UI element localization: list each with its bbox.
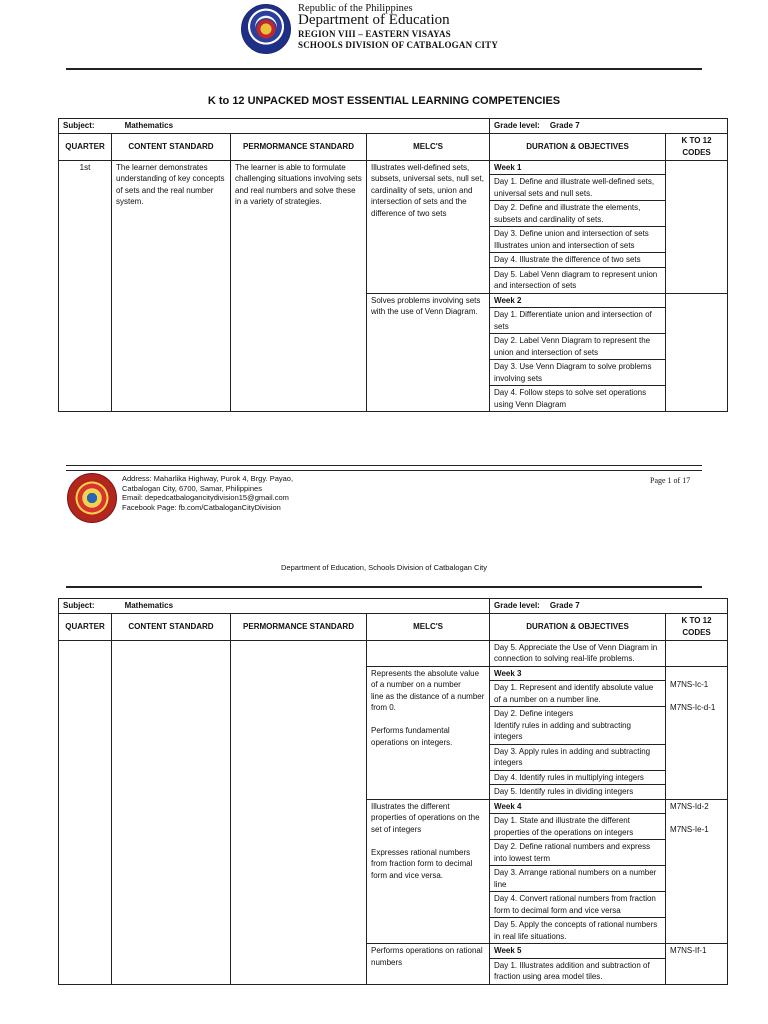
header-republic: Republic of the Philippines: [298, 3, 413, 14]
col-quarter: QUARTER: [59, 133, 112, 160]
objectives-cell: [490, 666, 666, 799]
footer-city: Catbalogan City, 6700, Samar, Philippines: [122, 483, 262, 493]
header-department: Department of Education: [298, 12, 450, 28]
codes-cell: [666, 293, 728, 412]
objective-item: Day 1. Differentiate union and intersection of sets: [490, 308, 665, 334]
objective-item: Day 1. Represent and identify absolute value of a number on a number line.: [490, 681, 665, 707]
objective-item: Day 1. Illustrates addition and subtraction of fraction using area model tiles.: [494, 960, 650, 981]
week-label: Week 1: [490, 161, 665, 176]
col-melcs: MELC'S: [367, 613, 490, 640]
objective-item: Day 3. Apply rules in adding and subtracting integers: [490, 745, 665, 771]
melc-cell: Illustrates the different properties of operations on the set of integers Expresses rational numbers from fraction form to decimal form and vice versa.: [367, 799, 490, 944]
week-label: Week 3: [490, 667, 665, 682]
subject-value: Mathematics: [124, 601, 174, 610]
col-performance-standard: PERMORMANCE STANDARD: [231, 613, 367, 640]
col-content-standard: CONTENT STANDARD: [112, 613, 231, 640]
subject-row: [59, 599, 728, 614]
footer-rule-bottom: [66, 470, 702, 471]
objective-item: Day 5. Identify rules in dividing integers: [494, 787, 634, 796]
objective-item: Day 2. Label Venn Diagram to represent the union and intersection of sets: [490, 334, 665, 360]
column-header-row: [59, 133, 728, 160]
objectives-cell: [490, 160, 666, 293]
week-label: Week 4: [490, 800, 665, 815]
objective-item: Day 2. Define integers Identify rules in adding and subtracting integers: [490, 707, 665, 745]
quarter-cell: [59, 640, 112, 984]
competency-table-page1: [58, 118, 728, 412]
footer-facebook: Facebook Page: fb.com/CatbaloganCityDivision: [122, 502, 281, 512]
week-label: Week 5: [490, 944, 665, 959]
week-label: Week 2: [490, 294, 665, 309]
col-performance-standard: PERMORMANCE STANDARD: [231, 133, 367, 160]
subject-row: [59, 119, 728, 134]
objectives-cell: [490, 799, 666, 944]
objective-item: Day 1. State and illustrate the different properties of the operations on integers: [490, 814, 665, 840]
page-number: Page 1 of 17: [650, 476, 691, 485]
footer-rule-top: [66, 465, 702, 466]
objective-item: Day 4. Identify rules in multiplying integers: [490, 771, 665, 786]
codes-cell: [666, 640, 728, 666]
quarter-cell: 1st: [59, 160, 112, 412]
performance-standard-cell: The learner is able to formulate challenging situations involving sets and real numbers and solve these in a variety of strategies.: [231, 160, 367, 412]
col-duration-objectives: DURATION & OBJECTIVES: [490, 613, 666, 640]
performance-standard-cell: [231, 640, 367, 984]
codes-cell: M7NS-If-1: [666, 944, 728, 985]
objective-item: Day 4. Convert rational numbers from fraction form to decimal form and vice versa: [490, 892, 665, 918]
col-k12-codes: K TO 12 CODES: [666, 613, 728, 640]
content-standard-cell: [112, 640, 231, 984]
col-melcs: MELC'S: [367, 133, 490, 160]
melc-cell: Performs operations on rational numbers: [367, 944, 490, 985]
codes-cell: [666, 160, 728, 293]
table-row: [59, 160, 728, 293]
grade-value: Grade 7: [549, 601, 580, 610]
column-header-row: [59, 613, 728, 640]
melc-cell: Illustrates well-defined sets, subsets, universal sets, null set, cardinality of sets, union and intersection of sets and the difference of two sets: [367, 160, 490, 293]
running-header: Department of Education, Schools Division of Catbalogan City: [281, 563, 487, 572]
melc-cell: [367, 640, 490, 666]
objective-item: Day 2. Define rational numbers and express into lowest term: [490, 840, 665, 866]
objective-item: Day 4. Follow steps to solve set operations using Venn Diagram: [494, 388, 647, 409]
subject-label: Subject:: [63, 601, 95, 610]
footer-contact: [122, 474, 293, 512]
objectives-cell: [490, 944, 666, 985]
objective-item: Day 5. Appreciate the Use of Venn Diagram in connection to solving real-life problems.: [490, 640, 666, 666]
grade-label: Grade level:: [494, 121, 540, 130]
division-seal-logo: [67, 473, 117, 523]
competency-table-page2: [58, 598, 728, 985]
header-division: SCHOOLS DIVISION OF CATBALOGAN CITY: [298, 40, 499, 50]
objective-item: Day 5. Label Venn diagram to represent union and intersection of sets: [494, 269, 658, 290]
subject-label: Subject:: [63, 121, 95, 130]
col-quarter: QUARTER: [59, 613, 112, 640]
col-content-standard: CONTENT STANDARD: [112, 133, 231, 160]
melc-cell: Solves problems involving sets with the use of Venn Diagram.: [367, 293, 490, 412]
page2-header-rule: [66, 586, 702, 588]
objective-item: Day 4. Illustrate the difference of two sets: [490, 253, 665, 268]
document-title: K to 12 UNPACKED MOST ESSENTIAL LEARNING COMPETENCIES: [207, 95, 561, 107]
footer-email: Email: depedcatbalogancitydivision15@gmail.com: [122, 493, 289, 502]
grade-value: Grade 7: [549, 121, 580, 130]
melc-cell: Represents the absolute value of a number on a number line as the distance of a number from 0. Performs fundamental operations on integers.: [367, 666, 490, 799]
footer-address: Address: Maharlika Highway, Purok 4, Brgy. Payao,: [122, 474, 294, 483]
objective-item: Day 1. Define and illustrate well-defined sets, universal sets and null sets.: [490, 175, 665, 201]
objective-item: Day 5. Apply the concepts of rational numbers in real life situations.: [494, 920, 658, 941]
objective-item: Day 3. Arrange rational numbers on a number line: [490, 866, 665, 892]
grade-label: Grade level:: [494, 601, 540, 610]
content-standard-cell: The learner demonstrates understanding of key concepts of sets and the real number system.: [112, 160, 231, 412]
header-region: REGION VIII – EASTERN VISAYAS: [298, 29, 451, 39]
header-rule: [66, 68, 702, 70]
col-duration-objectives: DURATION & OBJECTIVES: [490, 133, 666, 160]
objective-item: Day 3. Define union and intersection of sets Illustrates union and intersection of sets: [490, 227, 665, 253]
objective-item: Day 3. Use Venn Diagram to solve problems involving sets: [490, 360, 665, 386]
codes-cell: M7NS-Id-2 M7NS-Ie-1: [666, 799, 728, 944]
objectives-cell: [490, 293, 666, 412]
objective-item: Day 2. Define and illustrate the elements, subsets and cardinality of sets.: [490, 201, 665, 227]
codes-cell: M7NS-Ic-1 M7NS-Ic-d-1: [666, 666, 728, 799]
table-row: [59, 640, 728, 666]
col-k12-codes: K TO 12 CODES: [666, 133, 728, 160]
deped-seal-logo: [241, 4, 291, 54]
subject-value: Mathematics: [124, 121, 174, 130]
